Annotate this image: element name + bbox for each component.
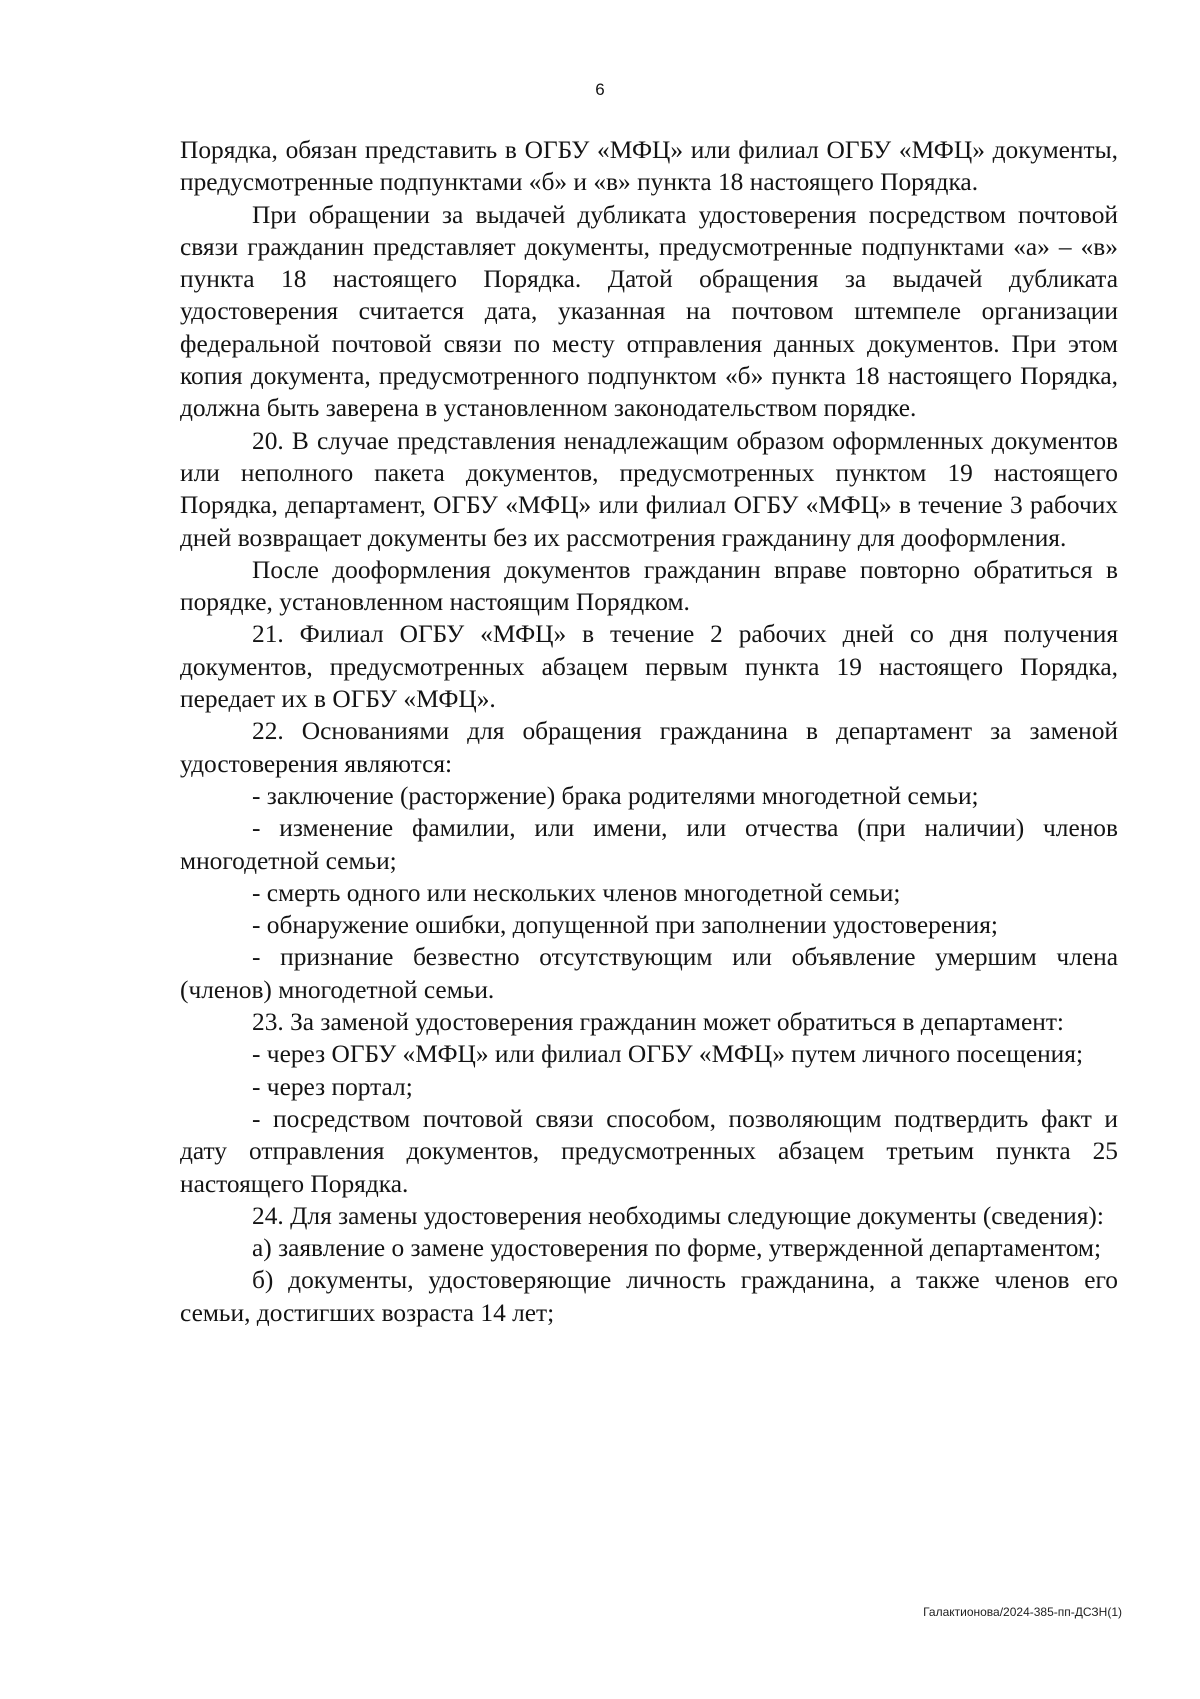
list-item: б) документы, удостоверяющие личность гражданина, а также членов его семьи, достигших возраста 14 лет;	[180, 1266, 1118, 1327]
list-item: - смерть одного или нескольких членов многодетной семьи;	[252, 878, 901, 907]
list-item: а) заявление о замене удостоверения по форме, утвержденной департаментом;	[252, 1234, 1102, 1263]
list-item: - признание безвестно отсутствующим или объявление умершим члена (членов) многодетной семьи.	[180, 943, 1118, 1004]
list-item: - через ОГБУ «МФЦ» или филиал ОГБУ «МФЦ» путем личного посещения;	[252, 1040, 1083, 1069]
paragraph-12: 23. За заменой удостоверения гражданин может обратиться в департамент:	[252, 1008, 1064, 1037]
paragraph-2: При обращении за выдачей дубликата удостоверения посредством почтовой связи гражданин представляет документы, предусмотренные подпунктами «а» – «в» пункта 18 настоящего Порядка. Датой обращения за выдачей дубликата удостоверения считается дата, указанная на почтовом штемпеле организации федеральной почтовой связи по месту отправления данных документов. При этом копия документа, предусмотренного подпунктом «б» пункта 18 настоящего Порядка, должна быть заверена в установленном законодательством порядке.	[180, 200, 1118, 423]
list-item: - посредством почтовой связи способом, позволяющим подтвердить факт и дату отправления документов, предусмотренных абзацем третьим пункта 25 настоящего Порядка.	[180, 1104, 1118, 1198]
paragraph-16: 24. Для замены удостоверения необходимы следующие документы (сведения):	[252, 1201, 1104, 1230]
paragraph-4: После дооформления документов гражданин вправе повторно обратиться в порядке, установленном настоящим Порядком.	[180, 555, 1118, 617]
paragraph-1: Порядка, обязан представить в ОГБУ «МФЦ» или филиал ОГБУ «МФЦ» документы, предусмотренные подпунктами «б» и «в» пункта 18 настоящего Порядка.	[180, 136, 1118, 197]
paragraph-6: 22. Основаниями для обращения гражданина в департамент за заменой удостоверения являются:	[180, 717, 1118, 778]
list-item: - обнаружение ошибки, допущенной при заполнении удостоверения;	[252, 911, 998, 940]
document-body	[180, 134, 1118, 1329]
page-number: 6	[595, 80, 605, 99]
list-item: - через портал;	[252, 1072, 413, 1101]
list-item: - изменение фамилии, или имени, или отчества (при наличии) членов многодетной семьи;	[180, 814, 1118, 875]
paragraph-5: 21. Филиал ОГБУ «МФЦ» в течение 2 рабочих дней со дня получения документов, предусмотренных абзацем первым пункта 19 настоящего Порядка, передает их в ОГБУ «МФЦ».	[180, 620, 1118, 714]
list-item: - заключение (расторжение) брака родителями многодетной семьи;	[252, 781, 979, 810]
paragraph-3: 20. В случае представления ненадлежащим образом оформленных документов или неполного пакета документов, предусмотренных пунктом 19 настоящего Порядка, департамент, ОГБУ «МФЦ» или филиал ОГБУ «МФЦ» в течение 3 рабочих дней возвращает документы без их рассмотрения гражданину для дооформления.	[180, 426, 1118, 552]
footer-document-code: Галактионова/2024-385-пп-ДСЗН(1)	[923, 1605, 1122, 1619]
